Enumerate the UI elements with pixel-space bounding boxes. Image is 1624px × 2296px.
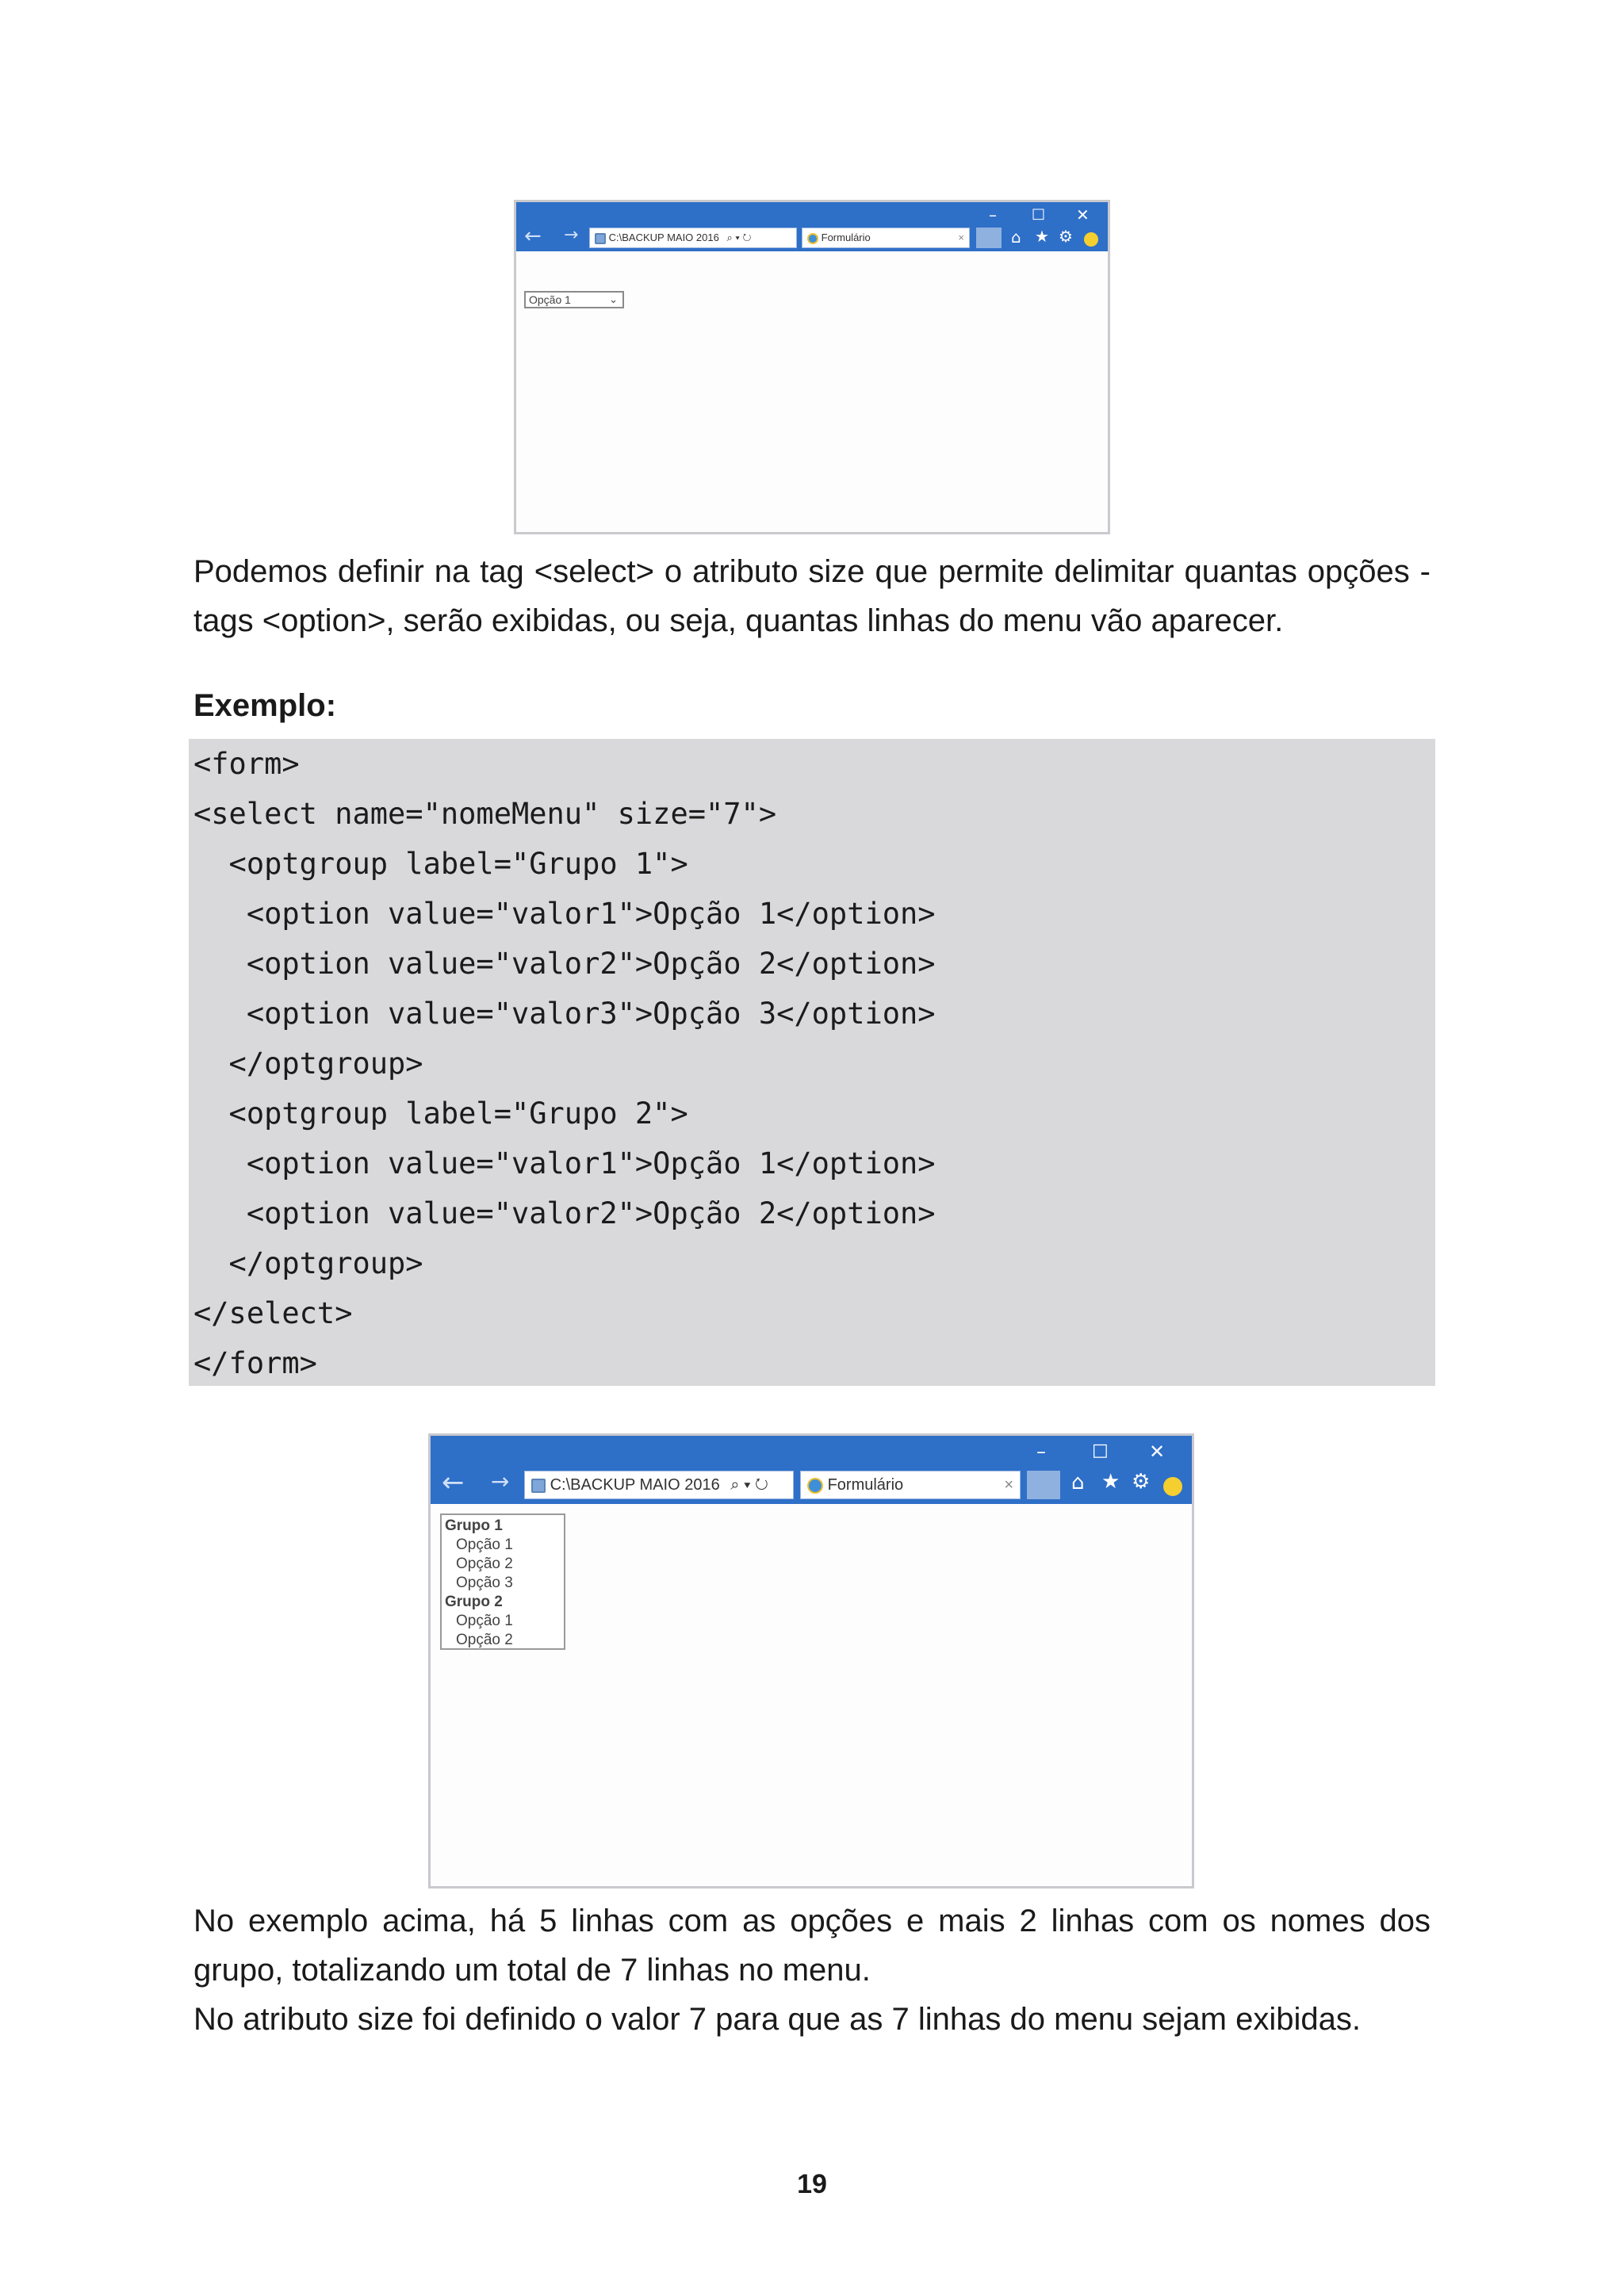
code-line: </form> <box>193 1346 317 1380</box>
browser-window-top <box>514 200 1110 534</box>
address-bar[interactable] <box>589 228 797 248</box>
home-icon[interactable]: ⌂ <box>1071 1471 1085 1494</box>
new-tab-button[interactable] <box>1027 1471 1060 1499</box>
home-icon[interactable]: ⌂ <box>1011 228 1021 247</box>
address-text: C:\BACKUP MAIO 2016 <box>608 232 719 243</box>
code-line: <option value="valor2">Opção 2</option> <box>193 1196 936 1230</box>
optgroup-label: Grupo 2 <box>445 1594 503 1610</box>
close-icon[interactable]: ✕ <box>1076 205 1090 224</box>
listbox-option[interactable]: Opção 2 <box>456 1632 513 1648</box>
tab-close-icon[interactable]: × <box>958 232 964 243</box>
example-heading: Exemplo: <box>193 688 337 723</box>
page-icon <box>595 233 606 244</box>
forward-arrow-icon[interactable]: → <box>491 1468 510 1494</box>
smiley-icon[interactable] <box>1084 232 1098 247</box>
code-line: <option value="valor1">Opção 1</option> <box>193 897 936 931</box>
code-text <box>193 739 936 1388</box>
title-bar <box>516 202 1108 251</box>
minimize-icon[interactable]: – <box>989 205 997 224</box>
code-line: </optgroup> <box>193 1246 423 1280</box>
star-icon[interactable]: ★ <box>1035 227 1049 246</box>
address-text: C:\BACKUP MAIO 2016 <box>550 1476 720 1494</box>
back-arrow-icon[interactable]: ← <box>524 224 542 248</box>
select-listbox[interactable] <box>440 1513 565 1650</box>
refresh-icon[interactable]: ↻ <box>742 232 752 243</box>
code-line: <select name="nomeMenu" size="7"> <box>193 797 777 831</box>
page-icon <box>531 1479 546 1493</box>
search-icon[interactable]: ⌕ <box>730 1476 740 1494</box>
tab-close-icon[interactable]: × <box>1004 1476 1013 1494</box>
gear-icon[interactable]: ⚙ <box>1059 227 1073 246</box>
maximize-icon[interactable]: □ <box>1092 1441 1109 1460</box>
maximize-icon[interactable]: □ <box>1032 205 1046 222</box>
page-number: 19 <box>797 2169 827 2199</box>
dropdown-icon[interactable]: ▾ <box>735 232 740 243</box>
listbox-option[interactable]: Opção 1 <box>456 1613 513 1629</box>
browser-window-bottom <box>428 1433 1194 1888</box>
chevron-down-icon: ⌄ <box>609 293 618 305</box>
paragraph-explanation: No exemplo acima, há 5 linhas com as opções e mais 2 linhas com os nomes dos grupo, totalizando um total de 7 linhas no menu. <box>193 1904 1431 1988</box>
forward-arrow-icon[interactable]: → <box>564 225 579 245</box>
tab-formulario[interactable] <box>800 1471 1021 1499</box>
new-tab-button[interactable] <box>976 228 1002 248</box>
ie-icon <box>807 1478 823 1494</box>
close-icon[interactable]: ✕ <box>1149 1441 1166 1463</box>
smiley-icon[interactable] <box>1163 1477 1182 1496</box>
code-line: <option value="valor1">Opção 1</option> <box>193 1146 936 1181</box>
code-line: <form> <box>193 747 300 781</box>
title-bar <box>431 1436 1192 1504</box>
minimize-icon[interactable]: – <box>1036 1441 1046 1463</box>
listbox-option[interactable]: Opção 3 <box>456 1575 513 1591</box>
address-bar[interactable] <box>524 1471 794 1499</box>
listbox-option[interactable]: Opção 1 <box>456 1536 513 1553</box>
search-icon[interactable]: ⌕ <box>726 232 733 243</box>
code-line: <option value="valor3">Opção 3</option> <box>193 997 936 1031</box>
gear-icon[interactable]: ⚙ <box>1132 1470 1151 1494</box>
tab-title: Formulário <box>827 1476 904 1494</box>
code-line: <option value="valor2">Opção 2</option> <box>193 947 936 981</box>
tab-title: Formulário <box>821 232 871 243</box>
select-dropdown[interactable] <box>524 291 624 308</box>
listbox-option[interactable]: Opção 2 <box>456 1556 513 1572</box>
paragraph-size-attribute: No atributo size foi definido o valor 7 para que as 7 linhas do menu sejam exibidas. <box>193 2002 1361 2037</box>
code-line: </optgroup> <box>193 1047 423 1081</box>
paragraph-intro: Podemos definir na tag <select> o atributo size que permite delimitar quantas opções - tags <option>, serão exibidas, ou seja, quantas linhas do menu vão aparecer. <box>193 554 1431 638</box>
select-value: Opção 1 <box>529 293 571 306</box>
code-line: </select> <box>193 1296 353 1330</box>
back-arrow-icon[interactable]: ← <box>442 1467 465 1498</box>
star-icon[interactable]: ★ <box>1101 1470 1120 1494</box>
code-block <box>189 739 1435 1386</box>
optgroup-label: Grupo 1 <box>445 1517 503 1534</box>
refresh-icon[interactable]: ↻ <box>755 1476 768 1494</box>
code-line: <optgroup label="Grupo 2"> <box>193 1096 688 1131</box>
code-line: <optgroup label="Grupo 1"> <box>193 847 688 881</box>
dropdown-icon[interactable]: ▾ <box>744 1476 751 1494</box>
tab-formulario[interactable] <box>802 228 970 248</box>
ie-icon <box>807 233 818 244</box>
